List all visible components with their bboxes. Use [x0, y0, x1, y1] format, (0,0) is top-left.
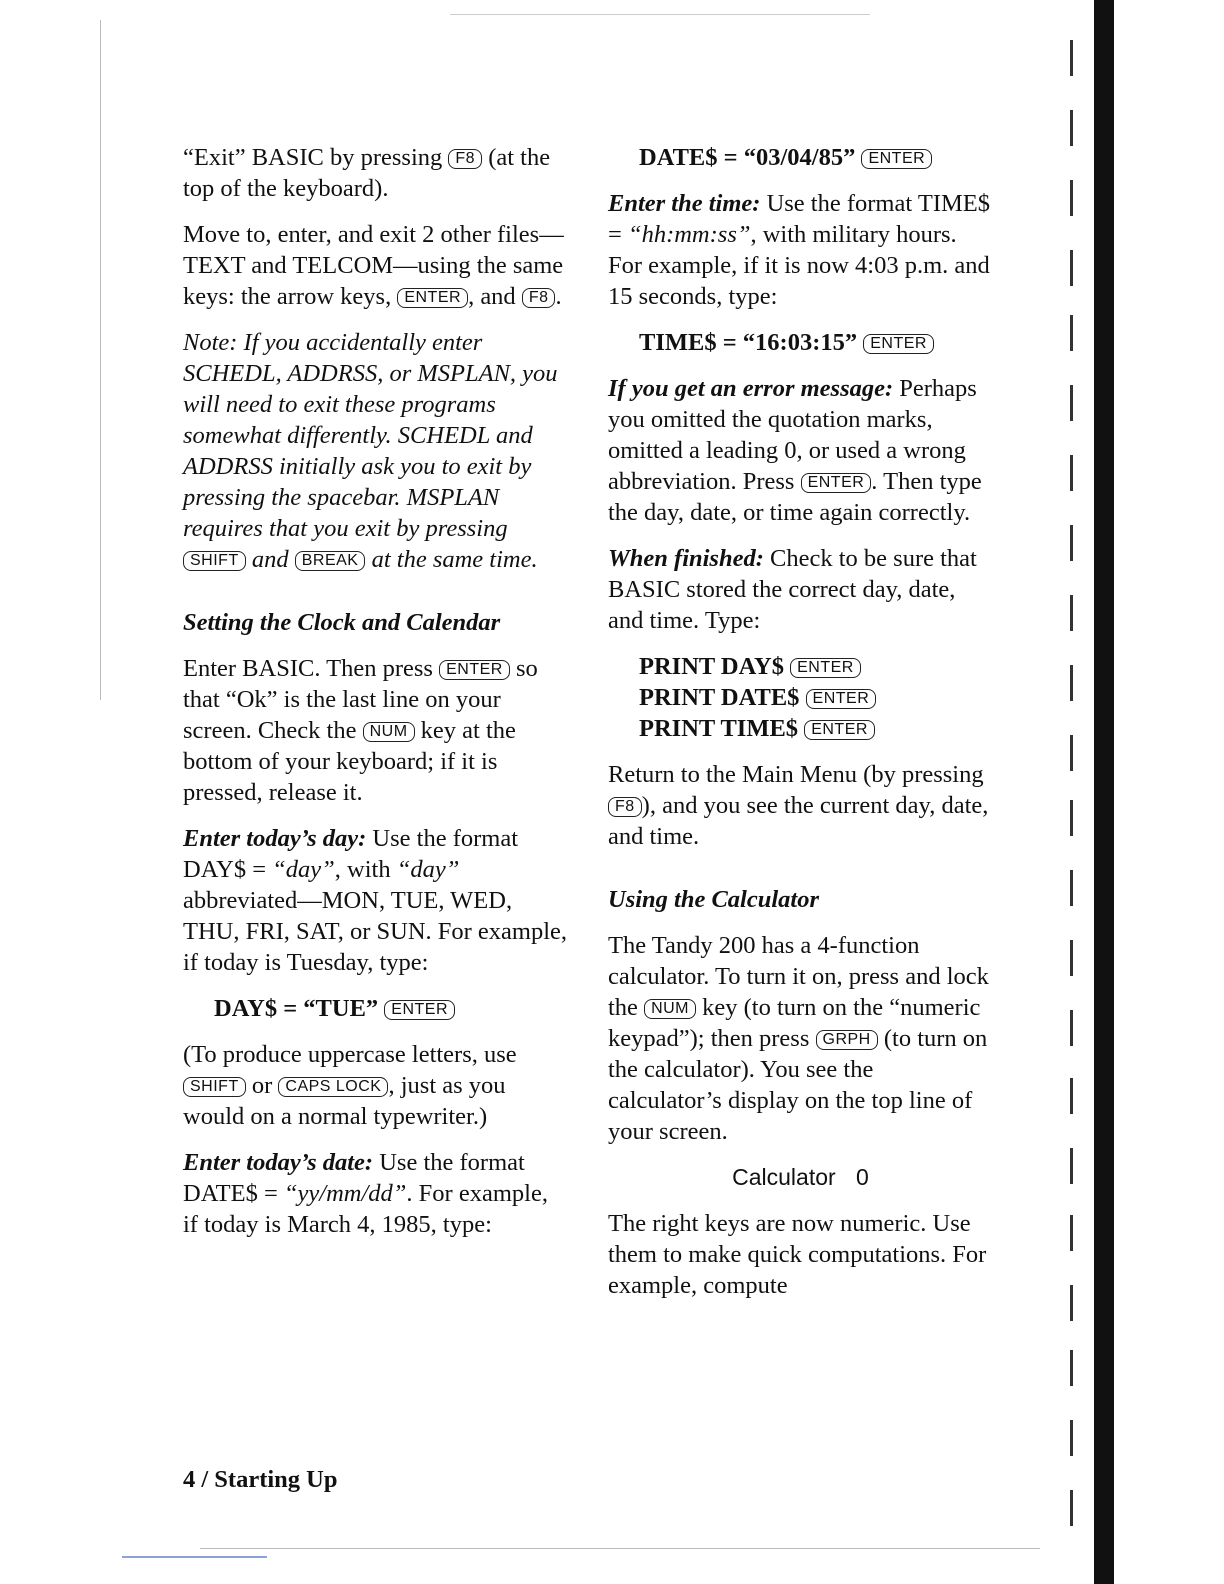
- scan-blue-mark: [122, 1556, 267, 1558]
- enter-key: ENTER: [397, 288, 468, 308]
- scan-edge-line: [100, 20, 101, 700]
- scan-tick: [1070, 595, 1073, 631]
- print-date-line: PRINT DATE$ ENTER: [639, 682, 993, 713]
- time-code-line: TIME$ = “16:03:15” ENTER: [608, 327, 993, 358]
- scan-tick: [1070, 40, 1073, 76]
- scan-tick: [1070, 940, 1073, 976]
- scan-tick: [1070, 1420, 1073, 1456]
- break-key: BREAK: [295, 551, 366, 571]
- num-key: NUM: [644, 999, 696, 1019]
- calculator-heading: Using the Calculator: [608, 886, 820, 913]
- num-key: NUM: [363, 722, 415, 742]
- f8-key: F8: [522, 288, 556, 308]
- scan-tick: [1070, 1148, 1073, 1184]
- day-code-line: DAY$ = “TUE” ENTER: [183, 993, 568, 1024]
- enter-basic-paragraph: Enter BASIC. Then press ENTER so that “Ok” is the last line on your screen. Check the NUM key at the bottom of your keyboard; if it is pressed, release it.: [183, 655, 538, 806]
- scan-tick: [1070, 1215, 1073, 1251]
- scan-speck-line: [200, 1548, 1040, 1549]
- shift-key: SHIFT: [183, 1077, 246, 1097]
- exit-basic-paragraph: “Exit” BASIC by pressing F8 (at the top of the keyboard).: [183, 144, 551, 202]
- scan-tick: [1070, 800, 1073, 836]
- scan-tick: [1070, 1490, 1073, 1526]
- print-code-block: [608, 651, 993, 744]
- caps-lock-key: CAPS LOCK: [278, 1077, 388, 1097]
- enter-time-paragraph: Enter the time: Use the format TIME$ = “hh:mm:ss”, with military hours. For example, if it is now 4:03 p.m. and 15 seconds, type:: [608, 190, 990, 310]
- scan-tick: [1070, 1010, 1073, 1046]
- scan-tick: [1070, 665, 1073, 701]
- scan-tick: [1070, 385, 1073, 421]
- error-message-paragraph: If you get an error message: Perhaps you omitted the quotation marks, omitted a leading 0, or used a wrong abbreviation. Press ENTER . Then type the day, date, or time again correctly.: [608, 375, 982, 526]
- move-files-paragraph: Move to, enter, and exit 2 other files—TEXT and TELCOM—using the same keys: the arrow keys, ENTER , and F8 .: [183, 221, 564, 310]
- scan-tick: [1070, 250, 1073, 286]
- shift-key: SHIFT: [183, 551, 246, 571]
- enter-key: ENTER: [861, 149, 932, 169]
- calculator-display: Calculator 0: [732, 1164, 869, 1190]
- print-time-line: PRINT TIME$ ENTER: [639, 713, 993, 744]
- scan-tick: [1070, 870, 1073, 906]
- uppercase-paragraph: (To produce uppercase letters, use SHIFT or CAPS LOCK , just as you would on a normal typewriter.): [183, 1041, 517, 1130]
- scan-tick: [1070, 315, 1073, 351]
- enter-key: ENTER: [384, 1000, 455, 1020]
- scan-tick: [1070, 1078, 1073, 1114]
- enter-key: ENTER: [439, 660, 510, 680]
- return-menu-paragraph: Return to the Main Menu (by pressing F8 ), and you see the current day, date, and time.: [608, 761, 989, 850]
- enter-key: ENTER: [801, 473, 872, 493]
- scan-edge-bar: [1094, 0, 1114, 1584]
- scan-tick: [1070, 1350, 1073, 1386]
- scan-speck-line: [450, 14, 870, 15]
- scan-tick: [1070, 180, 1073, 216]
- enter-date-paragraph: Enter today’s date: Use the format DATE$ = “yy/mm/dd”. For example, if today is March 4, 1985, type:: [183, 1149, 548, 1238]
- left-column: [183, 142, 568, 1255]
- enter-key: ENTER: [806, 689, 877, 709]
- page-footer: 4 / Starting Up: [183, 1466, 338, 1493]
- print-day-line: PRINT DAY$ ENTER: [639, 651, 993, 682]
- scan-tick: [1070, 525, 1073, 561]
- calculator-intro-paragraph: The Tandy 200 has a 4-function calculator. To turn it on, press and lock the NUM key (to turn on the “numeric keypad”); then press GRPH (to turn on the calculator). You see the calculator’s display on the top line of your screen.: [608, 932, 989, 1145]
- note-paragraph: Note: If you accidentally enter SCHEDL, ADDRSS, or MSPLAN, you will need to exit these programs somewhat differently. SCHEDL and ADDRSS initially ask you to exit by pressing the spacebar. MSPLAN requires that you exit by pressing SHIFT and BREAK at the same time.: [183, 329, 558, 573]
- scan-tick: [1070, 110, 1073, 146]
- grph-key: GRPH: [816, 1030, 878, 1050]
- right-column: [608, 142, 993, 1316]
- enter-key: ENTER: [790, 658, 861, 678]
- date-code-line: DATE$ = “03/04/85” ENTER: [608, 142, 993, 173]
- scan-tick: [1070, 735, 1073, 771]
- enter-key: ENTER: [804, 720, 875, 740]
- f8-key: F8: [608, 797, 642, 817]
- clock-calendar-heading: Setting the Clock and Calendar: [183, 609, 501, 636]
- numeric-keys-paragraph: The right keys are now numeric. Use them to make quick computations. For example, compute: [608, 1210, 987, 1299]
- enter-day-paragraph: Enter today’s day: Use the format DAY$ = “day”, with “day” abbreviated—MON, TUE, WED, THU, FRI, SAT, or SUN. For example, if today is Tuesday, type:: [183, 825, 568, 976]
- scan-tick: [1070, 455, 1073, 491]
- when-finished-paragraph: When finished: Check to be sure that BASIC stored the correct day, date, and time. Type:: [608, 545, 977, 634]
- f8-key: F8: [448, 149, 482, 169]
- scan-tick: [1070, 1285, 1073, 1321]
- enter-key: ENTER: [863, 334, 934, 354]
